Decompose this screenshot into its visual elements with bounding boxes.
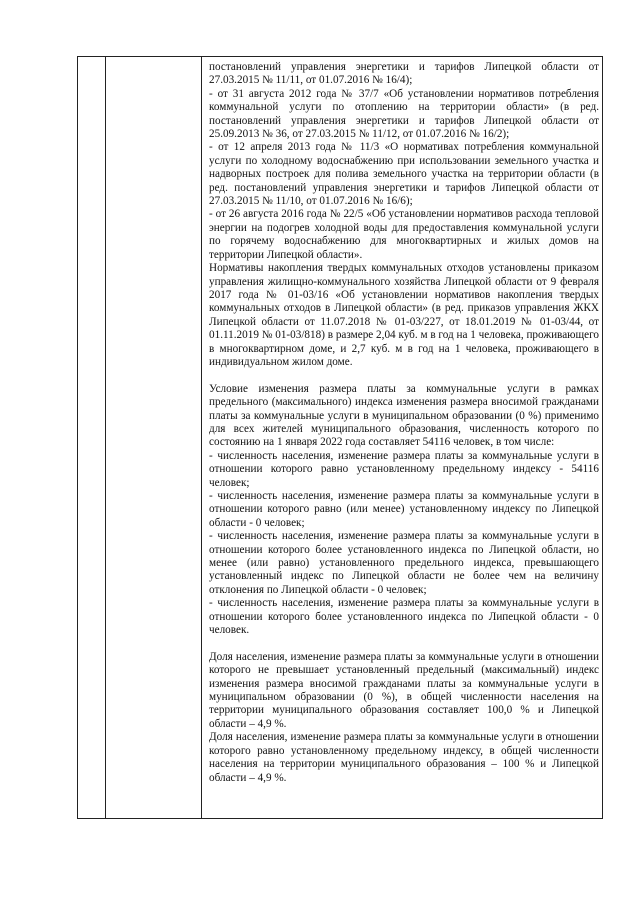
table-text-cell	[209, 61, 599, 785]
paragraph: - численность населения, изменение размера платы за коммунальные услуги в отношении которого равно установленному предельному индексу - 54116 человек;	[209, 449, 599, 489]
paragraph: - численность населения, изменение размера платы за коммунальные услуги в отношении которого равно (или менее) установленному индексу по Липецкой области - 0 человек;	[209, 489, 599, 529]
paragraph: - численность населения, изменение размера платы за коммунальные услуги в отношении которого более установленного индекса по Липецкой области - 0 человек.	[209, 597, 599, 637]
paragraph: постановлений управления энергетики и тарифов Липецкой области от 27.03.2015 № 11/11, от 01.07.2016 № 16/4);	[209, 61, 599, 87]
paragraph: - численность населения, изменение размера платы за коммунальные услуги в отношении которого более установленного индекса по Липецкой области, но менее (или равно) установленного предельного индекса, превышающего установленный индекс по Липецкой области не более чем на величину отклонения по Липецкой области - 0 человек;	[209, 530, 599, 596]
paragraph: - от 31 августа 2012 года № 37/7 «Об установлении нормативов потребления коммунальной услуги по отоплению на территории области» (в ред. постановлений управления энергетики и тарифов Липецкой области от 25.09.2013 № 36, от 27.03.2015 № 11/12, от 01.07.2016 № 16/2);	[209, 87, 599, 141]
paragraph-spacer	[209, 637, 599, 650]
paragraph: Условие изменения размера платы за коммунальные услуги в рамках предельного (максимального) индекса изменения размера вносимой гражданами платы за коммунальные услуги в муниципальном образовании (0 %) применимо для всех жителей муниципального образования, численность которого по состоянию на 1 января 2022 года составляет 54116 человек, в том числе:	[209, 382, 599, 449]
paragraph: Доля населения, изменение размера платы за коммунальные услуги в отношении которого равно установленному предельному индексу, в общей численности населения на территории муниципального образования – 100 % и Липецкой области – 4,9 %.	[209, 731, 599, 784]
paragraph: - от 12 апреля 2013 года № 11/3 «О нормативах потребления коммунальной услуги по холодному водоснабжению при использовании земельного участка и надворных построек для полива земельного участка на территории области (в ред. постановлений управления энергетики и тарифов Липецкой области от 27.03.2015 № 11/10, от 01.07.2016 № 16/6);	[209, 141, 599, 208]
paragraph: Доля населения, изменение размера платы за коммунальные услуги в отношении которого не превышает установленный предельный (максимальный) индекс изменения размера вносимой гражданами платы за коммунальные услуги в муниципальном образовании (0 %), в общей численности населения на территории муниципального образования составляет 100,0 % и Липецкой области – 4,9 %.	[209, 650, 599, 730]
table-column-divider	[201, 57, 202, 818]
table-column-divider	[105, 57, 106, 818]
paragraph-spacer	[209, 369, 599, 382]
paragraph: Нормативы накопления твердых коммунальных отходов установлены приказом управления жилищно-коммунального хозяйства Липецкой области от 9 февраля 2017 года № 01-03/16 «Об установлении нормативов накопления твердых коммунальных отходов в Липецкой области» (в ред. приказов управления ЖКХ Липецкой области от 11.07.2018 № 01-03/227, от 18.01.2019 № 01-03/44, от 01.11.2019 № 01-03/818) в размере 2,04 куб. м в год на 1 человека, проживающего в многоквартирном доме, и 2,7 куб. м в год на 1 человека, проживающего в индивидуальном жилом доме.	[209, 262, 599, 368]
document-table	[77, 56, 603, 819]
paragraph: - от 26 августа 2016 года № 22/5 «Об установлении нормативов расхода тепловой энергии на подогрев холодной воды для предоставления коммунальной услуги по горячему водоснабжению для многоквартирных и жилых домов на территории Липецкой области».	[209, 208, 599, 261]
